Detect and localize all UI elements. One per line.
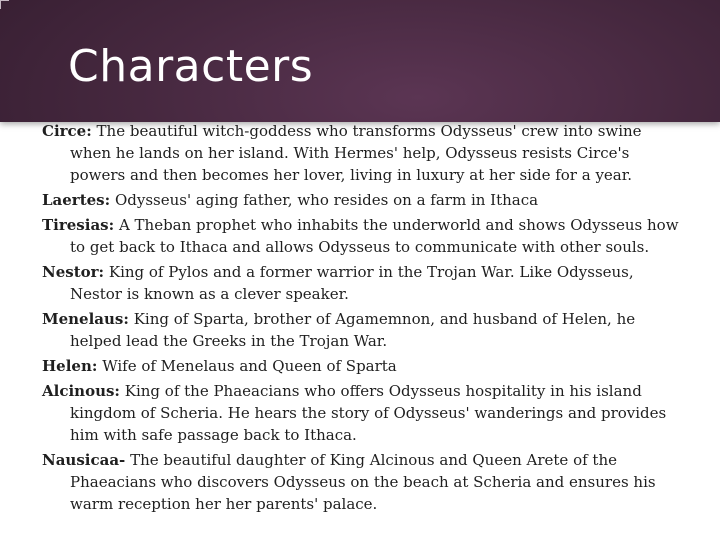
character-description: The beautiful witch-goddess who transforms Odysseus' crew into swine when he lands on her island. With Hermes' help, Odysseus resists Circe's powers and then becomes her lover, living in luxury at her side for a year. <box>70 122 642 184</box>
character-list <box>42 120 682 518</box>
character-description: Wife of Menelaus and Queen of Sparta <box>102 357 397 375</box>
title-band <box>0 0 720 122</box>
character-name: Nestor: <box>42 263 105 281</box>
slide-title: Characters <box>68 41 314 92</box>
character-description: King of Pylos and a former warrior in the Trojan War. Like Odysseus, Nestor is known as a clever speaker. <box>70 263 634 303</box>
character-entry-nausicaa <box>42 449 682 515</box>
character-name: Tiresias: <box>42 216 115 234</box>
character-name: Menelaus: <box>42 310 129 328</box>
character-name: Alcinous: <box>42 382 120 400</box>
character-name: Laertes: <box>42 191 111 209</box>
character-entry-alcinous <box>42 380 682 446</box>
character-description: The beautiful daughter of King Alcinous and Queen Arete of the Phaeacians who discovers Odysseus on the beach at Scheria and ensures his warm reception her her parents' palace. <box>70 451 656 513</box>
corner-mark <box>0 0 9 9</box>
character-description: King of the Phaeacians who offers Odysseus hospitality in his island kingdom of Scheria. He hears the story of Odysseus' wanderings and provides him with safe passage back to Ithaca. <box>70 382 667 444</box>
character-name: Circe: <box>42 122 92 140</box>
character-name: Helen: <box>42 357 98 375</box>
character-entry-menelaus <box>42 308 682 352</box>
character-description: King of Sparta, brother of Agamemnon, and husband of Helen, he helped lead the Greeks in the Trojan War. <box>70 310 636 350</box>
character-name: Nausicaa- <box>42 451 126 469</box>
character-entry-circe <box>42 120 682 186</box>
character-entry-tiresias <box>42 214 682 258</box>
character-description: A Theban prophet who inhabits the underworld and shows Odysseus how to get back to Ithaca and allows Odysseus to communicate with other souls. <box>70 216 679 256</box>
character-entry-laertes <box>42 189 682 211</box>
character-entry-nestor <box>42 261 682 305</box>
character-entry-helen <box>42 355 682 377</box>
character-description: Odysseus' aging father, who resides on a farm in Ithaca <box>114 191 539 209</box>
